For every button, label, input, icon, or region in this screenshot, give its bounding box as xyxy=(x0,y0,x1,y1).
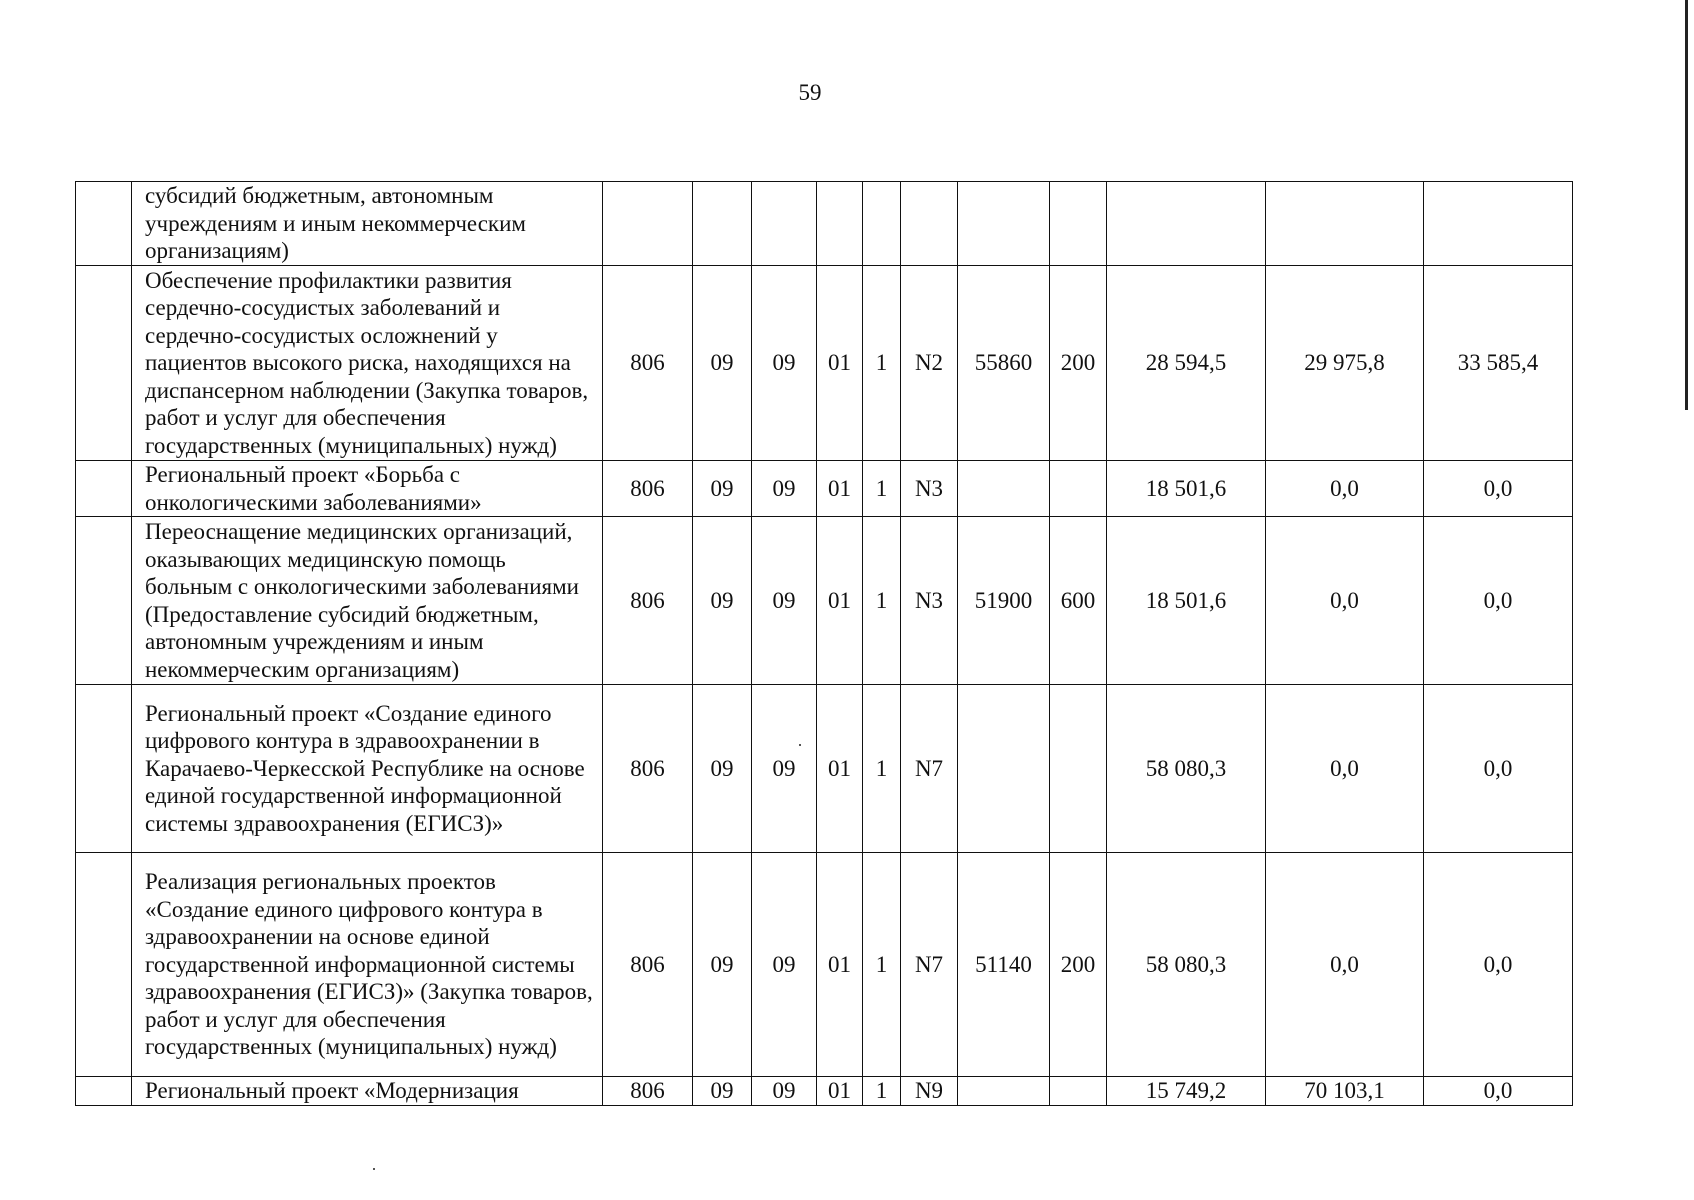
amount-year3-cell: 0,0 xyxy=(1424,1077,1573,1106)
amount-year1-cell: 58 080,3 xyxy=(1107,853,1266,1077)
program-code-cell: 01 xyxy=(817,1077,863,1106)
subsection-code-cell: 09 xyxy=(752,685,817,853)
direction-code-cell xyxy=(958,182,1050,266)
row-number-cell xyxy=(76,182,132,266)
section-code-cell xyxy=(693,182,752,266)
project-code-cell: N3 xyxy=(901,461,958,517)
project-code-cell: N9 xyxy=(901,1077,958,1106)
amount-year2-cell: 0,0 xyxy=(1266,517,1424,685)
budget-table xyxy=(75,181,1573,1106)
program-code-cell: 01 xyxy=(817,685,863,853)
amount-year3-cell: 33 585,4 xyxy=(1424,266,1573,461)
amount-year1-cell: 28 594,5 xyxy=(1107,266,1266,461)
amount-year3-cell: 0,0 xyxy=(1424,461,1573,517)
table-row xyxy=(76,685,1573,853)
item-name-cell: Переоснащение медицинских организаций, оказывающих медицинскую помощь больным с онкологическими заболеваниями (Предоставление субсидий бюджетным, автономным учреждениям и иным некоммерческим организациям) xyxy=(132,517,603,685)
expense-type-cell: 600 xyxy=(1050,517,1107,685)
item-name-cell: Региональный проект «Модернизация xyxy=(132,1077,603,1106)
expense-type-cell: 200 xyxy=(1050,266,1107,461)
subprogram-code-cell: 1 xyxy=(863,517,901,685)
scan-edge-mark xyxy=(1685,0,1688,410)
subsection-code-cell: 09 xyxy=(752,461,817,517)
direction-code-cell: 55860 xyxy=(958,266,1050,461)
table-row xyxy=(76,1077,1573,1106)
item-name-cell: Региональный проект «Борьба с онкологическими заболеваниями» xyxy=(132,461,603,517)
program-code-cell: 01 xyxy=(817,266,863,461)
program-code-cell: 01 xyxy=(817,853,863,1077)
item-name-cell: Обеспечение профилактики развития сердечно-сосудистых заболеваний и сердечно-сосудистых осложнений у пациентов высокого риска, находящихся на диспансерном наблюдении (Закупка товаров, работ и услуг для обеспечения государственных (муниципальных) нужд) xyxy=(132,266,603,461)
amount-year3-cell: 0,0 xyxy=(1424,517,1573,685)
subprogram-code-cell: 1 xyxy=(863,685,901,853)
item-name-cell: Региональный проект «Создание единого цифрового контура в здравоохранении в Карачаево-Черкесской Республике на основе единой государственной информационной системы здравоохранения (ЕГИСЗ)» xyxy=(132,685,603,853)
direction-code-cell: 51140 xyxy=(958,853,1050,1077)
subsection-code-cell: 09 xyxy=(752,853,817,1077)
project-code-cell: N3 xyxy=(901,517,958,685)
amount-year2-cell: 0,0 xyxy=(1266,685,1424,853)
direction-code-cell xyxy=(958,461,1050,517)
row-number-cell xyxy=(76,685,132,853)
section-code-cell: 09 xyxy=(693,853,752,1077)
amount-year2-cell xyxy=(1266,182,1424,266)
row-number-cell xyxy=(76,1077,132,1106)
subprogram-code-cell xyxy=(863,182,901,266)
section-code-cell: 09 xyxy=(693,517,752,685)
project-code-cell: N2 xyxy=(901,266,958,461)
direction-code-cell xyxy=(958,685,1050,853)
subsection-code-cell: 09 xyxy=(752,517,817,685)
program-code-cell: 01 xyxy=(817,461,863,517)
program-code-cell: 01 xyxy=(817,517,863,685)
ministry-code-cell: 806 xyxy=(603,266,693,461)
table-row xyxy=(76,182,1573,266)
row-number-cell xyxy=(76,461,132,517)
subsection-code-cell: 09 xyxy=(752,1077,817,1106)
row-number-cell xyxy=(76,266,132,461)
expense-type-cell xyxy=(1050,461,1107,517)
ministry-code-cell: 806 xyxy=(603,517,693,685)
row-number-cell xyxy=(76,517,132,685)
amount-year1-cell: 15 749,2 xyxy=(1107,1077,1266,1106)
ministry-code-cell: 806 xyxy=(603,1077,693,1106)
program-code-cell xyxy=(817,182,863,266)
amount-year2-cell: 29 975,8 xyxy=(1266,266,1424,461)
subprogram-code-cell: 1 xyxy=(863,266,901,461)
amount-year2-cell: 0,0 xyxy=(1266,853,1424,1077)
section-code-cell: 09 xyxy=(693,266,752,461)
project-code-cell: N7 xyxy=(901,853,958,1077)
subprogram-code-cell: 1 xyxy=(863,461,901,517)
subprogram-code-cell: 1 xyxy=(863,853,901,1077)
expense-type-cell xyxy=(1050,1077,1107,1106)
ministry-code-cell: 806 xyxy=(603,461,693,517)
section-code-cell: 09 xyxy=(693,685,752,853)
project-code-cell xyxy=(901,182,958,266)
section-code-cell: 09 xyxy=(693,461,752,517)
amount-year2-cell: 70 103,1 xyxy=(1266,1077,1424,1106)
row-number-cell xyxy=(76,853,132,1077)
table-row xyxy=(76,853,1573,1077)
subsection-code-cell xyxy=(752,182,817,266)
amount-year3-cell: 0,0 xyxy=(1424,685,1573,853)
item-name-cell: Реализация региональных проектов «Создание единого цифрового контура в здравоохранении на основе единой государственной информационной системы здравоохранения (ЕГИСЗ)» (Закупка товаров, работ и услуг для обеспечения государственных (муниципальных) нужд) xyxy=(132,853,603,1077)
item-name-cell: субсидий бюджетным, автономным учреждениям и иным некоммерческим организациям) xyxy=(132,182,603,266)
ministry-code-cell xyxy=(603,182,693,266)
table-row xyxy=(76,461,1573,517)
table-row xyxy=(76,517,1573,685)
page-number: 59 xyxy=(798,80,822,105)
expense-type-cell xyxy=(1050,182,1107,266)
scan-dust xyxy=(373,1168,375,1170)
table-body xyxy=(76,182,1573,1106)
table-row xyxy=(76,266,1573,461)
direction-code-cell: 51900 xyxy=(958,517,1050,685)
amount-year1-cell: 18 501,6 xyxy=(1107,517,1266,685)
direction-code-cell xyxy=(958,1077,1050,1106)
ministry-code-cell: 806 xyxy=(603,685,693,853)
amount-year3-cell xyxy=(1424,182,1573,266)
amount-year1-cell: 18 501,6 xyxy=(1107,461,1266,517)
expense-type-cell: 200 xyxy=(1050,853,1107,1077)
subsection-code-cell: 09 xyxy=(752,266,817,461)
ministry-code-cell: 806 xyxy=(603,853,693,1077)
amount-year1-cell: 58 080,3 xyxy=(1107,685,1266,853)
project-code-cell: N7 xyxy=(901,685,958,853)
amount-year1-cell xyxy=(1107,182,1266,266)
amount-year2-cell: 0,0 xyxy=(1266,461,1424,517)
expense-type-cell xyxy=(1050,685,1107,853)
subprogram-code-cell: 1 xyxy=(863,1077,901,1106)
section-code-cell: 09 xyxy=(693,1077,752,1106)
amount-year3-cell: 0,0 xyxy=(1424,853,1573,1077)
